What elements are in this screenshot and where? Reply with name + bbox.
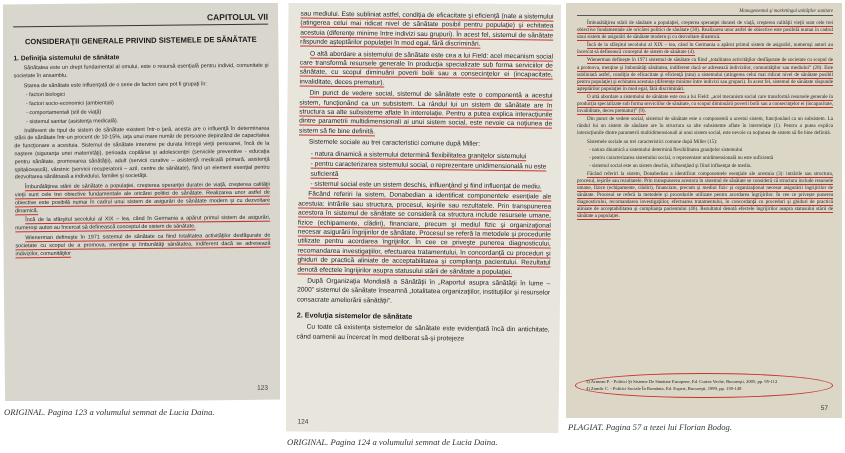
underlined-paragraph: Îmbunătăţirea stării de sănătate a populaţiei, creşterea speranţei duratei de viaţă, creşterea calităţii vieţii sunt cele trei obiective fundamentale ale oricărei politici de sănătate. Realizarea unor astfel de obiective este posibilă numai în cadrul unui sistem de asigurări de sănătate modern şi cu dezvoltare dinamică. xyxy=(14,181,271,214)
book-page xyxy=(3,3,280,401)
page-number: 123 xyxy=(257,384,268,392)
list-item: - comportamentali (stil de viaţă) xyxy=(26,109,102,117)
list-item: - sistemul social este un sistem deschis, influenţând şi fiind influenţat de mediu. xyxy=(589,162,752,169)
paragraph: Starea de sănătate este influenţată de o serie de factori care pot fi grupaţi în: xyxy=(23,80,207,89)
thesis-page xyxy=(566,3,842,418)
list-item: - factori biologici xyxy=(25,92,65,99)
list-item: - sistemul social este un sistem deschis, influenţând şi fiind influenţat de mediu. xyxy=(310,180,542,191)
underlined-paragraph: Din punct de vedere social, sistemul de sănătate este o componentă a acestui sistem, funcţionând ca un subsistem. La rândul lui un sistem de sănătate are în structura sa alte subsisteme aflate în interrelaţie. Pentru a putea explica interacţiunile dintre parametrii multidimensionali ai unui sistem social, este nevoie ca noţiunea de sistem să fie bine definită. xyxy=(299,89,553,136)
circled-footnotes xyxy=(575,373,833,398)
list-item: - sistemul sanitar (asistenţa medicală). xyxy=(26,118,119,125)
plagiarized-page-57-photo xyxy=(566,3,842,418)
paragraph: După Organizaţia Mondială a Sănătăţii în „Raportul asupra sănătăţii în lume – 2000” sistemul de sănătate înseamnă „totalitatea organizaţiilor, instituţiilor şi resurselor consacrate ameliorării sănătăţii”. xyxy=(296,277,551,305)
footnote: 4) Zamfir C. - Politici Sociale În România, Ed. Expert, Bucureşti, 1999, pp. 139-148 xyxy=(586,385,742,391)
paragraph: Sănătatea este un drept fundamental al omului, este o resursă esenţială pentru individ, comunitate şi societate în ansamblu. xyxy=(13,62,269,80)
list-item: - natura dinamică a sistemului determină flexibilitatea graniţelor sistemului xyxy=(310,150,527,160)
underlined-paragraph: O altă abordare a sistemului de sănătate este cea a lui Field: acel mecanism social care transformă resursele generale în producţia specializate sub forma serviciilor de sănătate, cu scopul diminuării poverii bolii sau a consecinţelor ei (incapacitate, invaliditate, deces prematur). xyxy=(299,50,554,87)
section-heading: 2. Evoluţia sistemelor de sănătate xyxy=(296,310,413,322)
caption-original-123: ORIGINAL. Pagina 123 a volumului semnat de Lucia Daina. xyxy=(4,407,215,417)
underlined-paragraph: Făcând referiri la sistem, Donabedian a identificat componentele esenţiale ale acestuia (3): intrările sau structura, procesul, ieşirile sau rezultatele. Prin transpunerea acestora în sistemul de sănătate se consideră că structura include resursele umane, fizice (echipamente, clădiri), financiare, precum şi mediul fizic şi organizaţional necesar asigurării îngrijirilor de sănătate. Procesul se referă la metodele şi procedurile utilizate pentru acordarea îngrijirilor. În cee ce priveşte punerea diagnosticului, recomandarea investigaţiilor, efectuarea tratamentului, în concordanţă cu proceduri şi ghiduri de practică aliniate de acceptabilitatea şi complianţa pacientului (46). Rezultatul denotă efectele îngrijirilor asupra statusului stării de sănătate a populaţiei. xyxy=(577,170,833,220)
underlined-paragraph: sau mediului. Este subliniat astfel, condiţia de eficacitate şi eficienţă (nate a sistemului (atingerea celui mai ridicat nivel de sănătate posibil pentru populaţie) şi echitatea acestuia (diferenţe minime între indivizi sau grupuri). În acest fel, sistemul de sănătate răspunde aşteptărilor populaţiei în mod egal, fără discriminări. xyxy=(300,10,554,48)
page-number: 124 xyxy=(297,418,309,426)
paragraph: Sistemele sociale au trei caracteristici comune după Miller (15): xyxy=(587,138,718,145)
paragraph: Cu toate că existenţa sistemelor de sănătate este evidenţiată încă din antichitate, când oamenii au încercat în mod deliberat să-şi protejeze xyxy=(296,323,550,343)
paragraph: Indiferent de tipul de sistem de sănătate existent într-o ţară, acesta are o influenţă în determinarea stării de sănătate într-un procent de 10-15%, iaţa unui mare număr de persoane depinzând de capacitatea de funcţionare a acestuia. Sistemul de sănătate intervine pe durata întregii vieţii persoanei, încă de la naştere (siguranţa unei maternităţi), perioada copilăriei şi adolescenţei (serviciile preventive - educaţia pentru sănătate, promovarea sănătăţii), adult (servicii curative – asistenţă medicală primară, asistenţă spitalicească), vârstnic (servicii recuperatorii – azil, centre de sănătate), fiind un element esenţial pentru dezvoltarea sănătoasă a individului, familiei şi societăţii. xyxy=(14,125,270,181)
original-page-124-photo xyxy=(286,3,561,433)
section-heading: 1. Definiţia sistemului de sănătate xyxy=(13,54,120,63)
underlined-paragraph: Încă de la sfârşitul secolului al XIX – lea, când în Germania a apărut primul sistem de asigurări, numeroşi autori au încercat să definească conceptul de sistem de sănătate (4). xyxy=(577,42,833,56)
list-item: - natura dinamică a sistemului determină flexibilitatea graniţelor sistemului xyxy=(589,146,743,153)
book-page xyxy=(286,3,561,433)
underlined-paragraph: Wienerman defineşte în 1971 sistemul de sănătate ca fiind „totalitatea activităţilor desfăşurate de societate cu scopul de a promova, menţine şi îmbunătăţi sănătatea, indiferent dacă se adresează indivizilor, comunităţilor sau mediului” (28). Este subliniată astfel, condiţia de eficacitate şi eficienţă (rata) a sistemului (atingerea celui mai ridicat nivel de sănătate posibil pentru populaţie) şi echitatea acestuia (diferenţe minime între indivizi sau grupuri). În acest fel, sistemul de sănătate răspunde aşteptărilor populaţiei în mod egal, fără discriminări. xyxy=(577,57,833,92)
underlined-paragraph: Îmbunătăţirea stării de sănătate a populaţiei, creşterea speranţei duratei de viaţă, creşterea calităţii vieţii sunt cele trei obiective fundamentale ale oricărei politici de sănătate (30). Realizarea unor astfel de obiective este posibilă numai în cadrul unui sistem de asigurări de sănătate modern şi cu dezvoltare dinamică. xyxy=(577,20,833,41)
caption-plagiarism-57: PLAGIAT. Pagina 57 a tezei lui Florian Bodog. xyxy=(568,422,732,432)
underlined-paragraph: Wienerman defineşte în 1971 sistemul de sănătate ca fiind totalitatea activităţilor desfăşurate de societate cu scopul de a promova, menţine şi îmbunătăţi sănătatea, indiferent dacă se adresează indivizilor, comunităţilor xyxy=(15,232,271,257)
underlined-paragraph: O altă abordare a sistemului de sănătate este cea a lui Field: „acel mecanism social care transformă resursele generale în producţia specializate sub forma serviciilor de sănătate, cu scopul diminuării poverii bolii sau a consecinţelor ei (incapacitate, invaliditate, deces prematur)” (9). xyxy=(577,93,834,115)
list-item: - pentru caracterizarea sistemului social, o reprezentare unidimensională nu este suficientă xyxy=(589,154,773,161)
paragraph: Sistemele sociale au trei caracteristici comune după Miller: xyxy=(308,138,481,148)
caption-original-124: ORIGINAL. Pagina 124 a volumului semnat de Lucia Daina. xyxy=(287,437,498,447)
running-header: Managementul şi marketingul unităţilor sanitare xyxy=(577,9,833,16)
underlined-paragraph: Făcând referiri la sistem, Donabedian a identificat componentele esenţiale ale acestuia: intrările sau structura, procesul, ieşirile sau rezultatele. Prin transpunerea acestora în sistemul de sănătate se consideră ca structura include resursele umane, fizice (echipamente, clădiri), financiare, precum şi mediul fizic şi organizaţional necesar asigurării îngrijirilor de sănătate. Procesul se referă la metodele şi procedurile utilizate pentru acordarea îngrijirilor. În cee ce priveşte punerea diagnosticului, recomandarea investigaţiilor, efectuarea tratamentului, în concordanţă cu proceduri şi ghiduri de practică aliniate de acceptabilitatea şi complianţa pacientului. Rezultatul denotă efectele îngrijirilor asupra statusului stării de sănătate a populaţiei. xyxy=(297,190,552,276)
list-item: - factori socio-economici (ambientali) xyxy=(25,100,114,108)
original-page-123-photo xyxy=(3,3,280,401)
chapter-header: CAPITOLUL VII xyxy=(13,12,268,28)
page-number: 57 xyxy=(820,405,828,412)
paragraph: Din punct de vedere social, sistemul de sănătate este o componentă a acestui sistem, funcţionând ca un subsistem. La rândul lui un sistem de sănătate are în structura sa alte subsisteme aflate în interrelaţie (1). Pentru a putea explica interacţiunile dintre parametrii multidimensionali ai unui sistem social, este nevoie ca noţiunea de sistem să fie bine definită. xyxy=(577,116,833,137)
chapter-title: CONSIDERAŢII GENERALE PRIVIND SISTEMELE DE SĂNĂTATE xyxy=(24,34,257,47)
underlined-paragraph: Încă de la sfârşitul secolului al XIX – lea, când în Germania a apărut primul sistem de asigurări, numeroşi autori au încercat să definească conceptul de sistem de sănătate. xyxy=(15,214,271,232)
footnote: 3) Armean P. - Politici Şi Sisteme De Sănătate Europene, Ed. Curtea Veche, Bucureşti, 2005, pp. 95-112 xyxy=(586,378,778,384)
list-item: - pentru caracterizarea sistemului social, o reprezentare unidimensională nu este suficientă xyxy=(310,160,547,178)
